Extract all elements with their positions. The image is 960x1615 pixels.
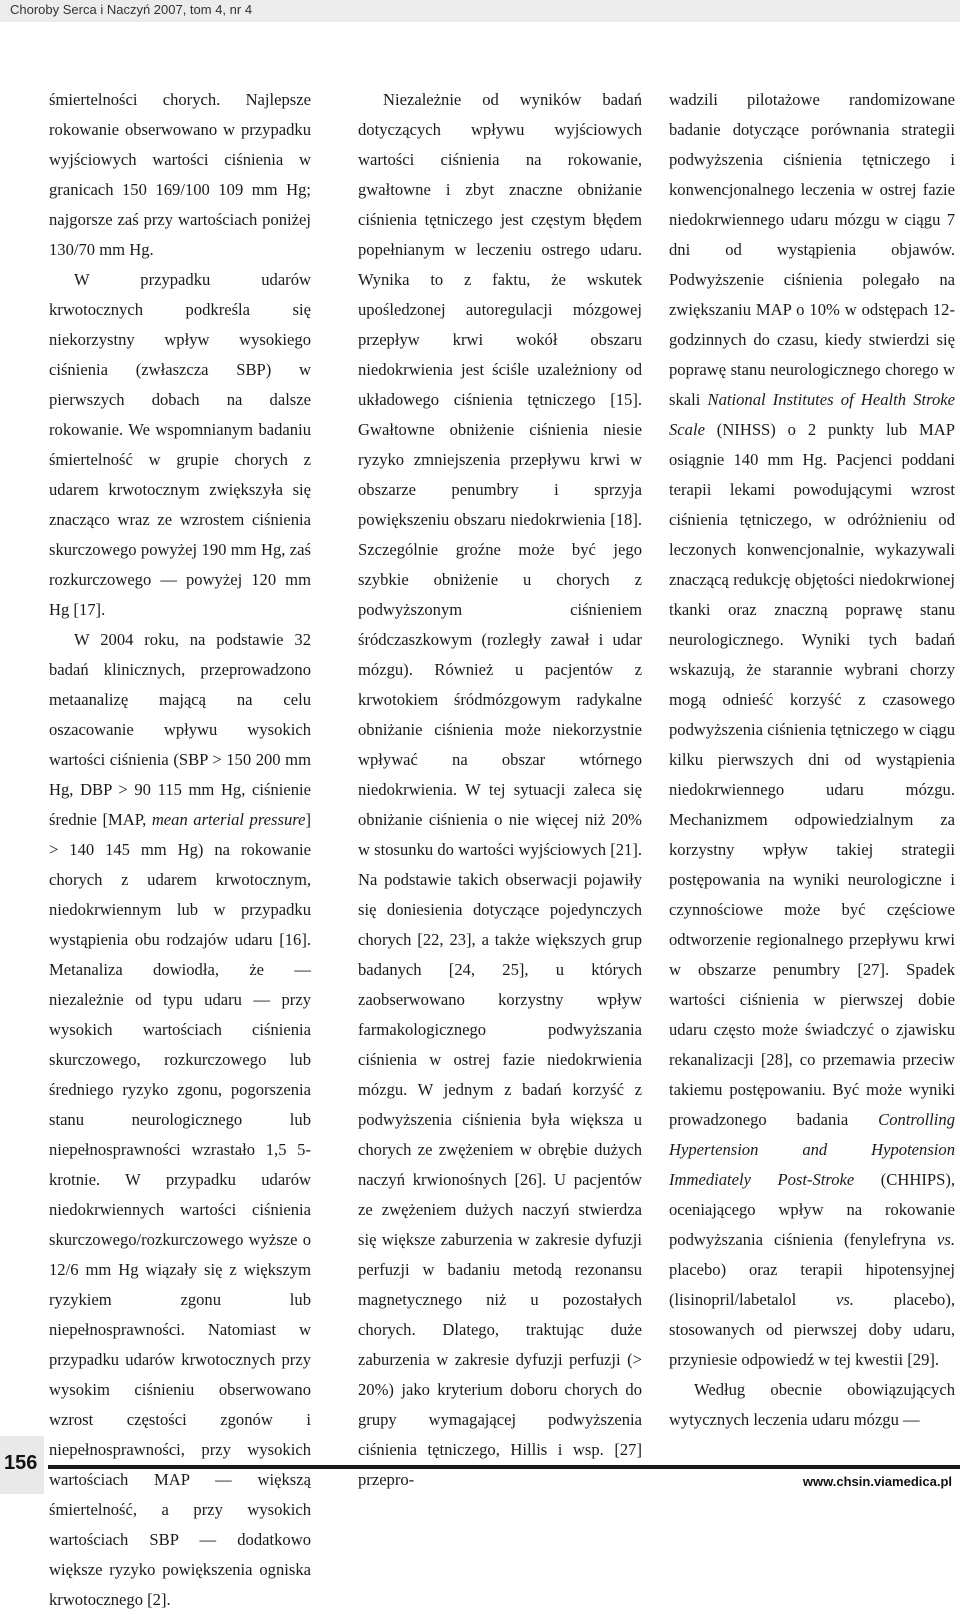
text-run: (NIHSS) o 2 punkty lub MAP osiągnie 140 mm Hg. Pacjenci poddani terapii lekami powodującymi wzrost ciśnienia tętniczego, w odróżnieniu od leczonych konwencjonalnie, wykazywali znaczącą redukcję objętości niedokrwionej tkanki oraz znaczną poprawę stanu neurologicznego. Wyniki tych badań wskazują, że starannie wybrani chorzy mogą odnieść korzyść z czasowego podwyższenia ciśnienia tętniczego w ciągu kilku pierwszych dni od wystąpienia niedokrwiennego udaru mózgu. Mechanizmem odpowiedzialnym za korzystny wpływ takiej strategii postępowania na wyniki neurologiczne i czynnościowe może być częściowe odtworzenie regionalnego przepływu krwi w obszarze penumbry [27]. Spadek wartości ciśnienia w pierwszej dobie udaru często może świadczyć o zjawisku rekanalizacji [28], co przemawia przeciw takiemu postępowaniu. Być może wyniki prowadzonego badania — [669, 420, 955, 1129]
running-header — [0, 0, 960, 22]
text-run: placebo), stosowanych od pierwszej doby udaru, przyniesie odpowiedź w tej kwestii [29]. — [669, 1290, 955, 1369]
paragraph: Według obecnie obowiązujących wytycznych leczenia udaru mózgu — — [669, 1380, 955, 1429]
page-number: 156 — [4, 1452, 38, 1474]
italic-term: Controlling Hypertension and Hypotension Immediately Post-Stroke — [669, 1110, 955, 1189]
footer-url: www.chsin.viamedica.pl — [802, 1474, 952, 1489]
italic-term: National Institutes of Health Stroke Scale — [669, 390, 955, 439]
paragraph: śmiertelności chorych. Najlepsze rokowanie obserwowano w przypadku wyjściowych wartości ciśnienia w granicach 150 169/100 109 mm Hg; najgorsze zaś przy wartościach poniżej 130/70 mm Hg. — [49, 90, 311, 259]
text-run: ] > 140 145 mm Hg) na rokowanie chorych z udarem krwotocznym, niedokrwiennym lub w przypadku wystąpienia obu rodzajów udaru [16]. Metanaliza dowiodła, że — niezależnie od typu udaru — przy wysokich wartościach ciśnienia skurczowego, rozkurczowego lub średniego ryzyko zgonu, pogorszenia stanu neurologicznego lub niepełnosprawności wzrastało 1,5 5-krotnie. W przypadku udarów niedokrwiennych wartości ciśnienia skurczowego/rozkurczowego wyższe o 12/6 mm Hg wiązały się z większym ryzykiem zgonu lub niepełnosprawności. Natomiast w przypadku udarów krwotocznych przy wysokim ciśnieniu obserwowano wzrost częstości zgonów i niepełnosprawności, przy wysokich wartościach MAP — większą śmiertelność, a przy wysokich wartościach SBP — dodatkowo większe ryzyko powiększenia ogniska krwotocznego [2]. — [49, 810, 311, 1609]
text-column-1 — [49, 85, 311, 1615]
journal-citation: Choroby Serca i Naczyń 2007, tom 4, nr 4 — [10, 2, 253, 17]
paragraph: Niezależnie od wyników badań dotyczących wpływu wyjściowych wartości ciśnienia na rokowanie, gwałtowne i zbyt znaczne obniżanie ciśnienia tętniczego jest częstym błędem popełnianym w leczeniu ostrego udaru. Wynika to z faktu, że wskutek upośledzonej autoregulacji mózgowej przepływ krwi wokół obszaru niedokrwienia jest ściśle uzależniony od układowego ciśnienia tętniczego [15]. Gwałtowne obniżenie ciśnienia niesie ryzyko zmniejszenia przepływu krwi w obszarze penumbry i sprzyja powiększeniu obszaru niedokrwienia [18]. Szczególnie groźne może być jego szybkie obniżenie u chorych z podwyższonym ciśnieniem śródczaszkowym (rozległy zawał i udar mózgu). Również u pacjentów z krwotokiem śródmózgowym radykalne obniżanie ciśnienia może niekorzystnie wpływać na obszar wtórnego niedokrwienia. W tej sytuacji zaleca się obniżanie ciśnienia o nie więcej niż 20% w stosunku do wartości wyjściowych [21]. Na podstawie takich obserwacji pojawiły się doniesienia dotyczące pojedynczych chorych [22, 23], a także większych grup badanych [24, 25], u których zaobserwowano korzystny wpływ farmakologicznego podwyższania ciśnienia w ostrej fazie niedokrwienia mózgu. W jednym z badań korzyść z podwyższenia ciśnienia była większa u chorych ze zwężeniem w obrębie dużych naczyń krwionośnych [26]. U pacjentów ze zwężeniem dużych naczyń stwierdza się większe zaburzenia w zakresie dyfuzji perfuzji w badaniu metodą rezonansu magnetycznego niż u pozostałych chorych. Dlatego, traktując duże zaburzenia w zakresie dyfuzji perfuzji (> 20%) jako kryterium doboru chorych do grupy wymagającej podwyższenia ciśnienia tętniczego, Hillis i wsp. [27] przepro- — [358, 90, 642, 1489]
text-run: wadzili pilotażowe randomizowane badanie dotyczące porównania strategii podwyższenia ciśnienia tętniczego i konwencjonalnego leczenia w ostrej fazie niedokrwiennego udaru mózgu w ciągu 7 dni od wystąpienia objawów. Podwyższenie ciśnienia polegało na zwiększaniu MAP o 10% w odstępach 12-godzinnych do czasu, kiedy stwierdzi się poprawę stanu neurologicznego chorego w skali — [669, 90, 955, 409]
text-column-2 — [358, 85, 642, 1495]
text-run: W 2004 roku, na podstawie 32 badań klinicznych, przeprowadzono metaanalizę mającą na celu oszacowanie wpływu wysokich wartości ciśnienia (SBP > 150 200 mm Hg, DBP > 90 115 mm Hg, ciśnienie średnie [MAP, — [49, 630, 311, 829]
text-run: placebo) oraz terapii hipotensyjnej (lisinopril/labetalol — [669, 1260, 955, 1309]
paragraph — [669, 85, 955, 1375]
text-column-3 — [669, 85, 955, 1435]
footer-rule — [48, 1465, 960, 1469]
paragraph: W przypadku udarów krwotocznych podkreśla się niekorzystny wpływ wysokiego ciśnienia (zwłaszcza SBP) w pierwszych dobach na dalsze rokowanie. We wspomnianym badaniu śmiertelność w grupie chorych z udarem krwotocznym zwiększyła się znacząco wraz ze wzrostem ciśnienia skurczowego powyżej 190 mm Hg, zaś rozkurczowego — powyżej 120 mm Hg [17]. — [49, 270, 311, 619]
italic-term: mean arterial pressure — [151, 810, 306, 829]
italic-term: vs. — [937, 1230, 955, 1249]
text-run: (CHHIPS), oceniającego wpływ na rokowanie podwyższania ciśnienia (fenylefryna — [669, 1170, 955, 1249]
italic-term: vs. — [835, 1290, 854, 1309]
